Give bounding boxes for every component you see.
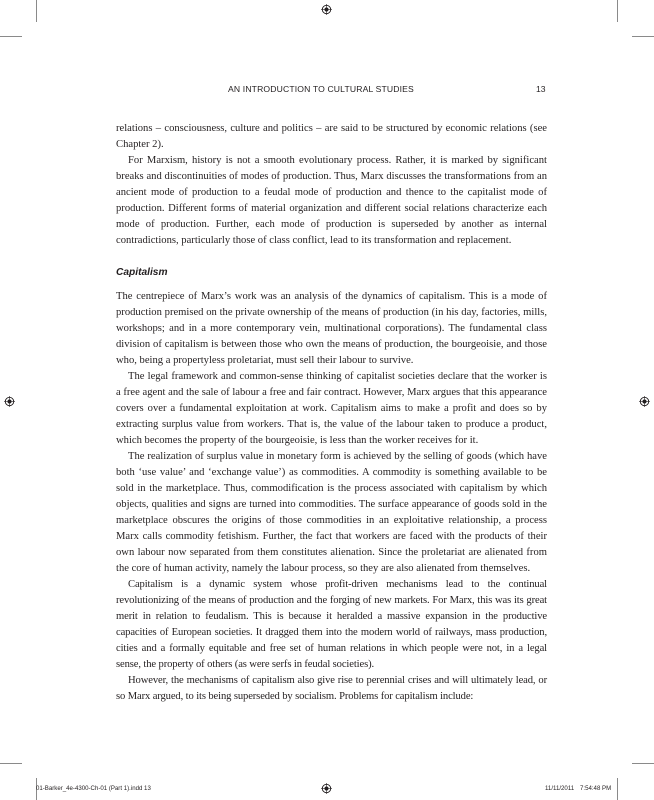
paragraph: relations – consciousness, culture and politics – are said to be structured by economic relations (see Chapter 2). bbox=[116, 123, 547, 150]
crop-mark-top-left bbox=[36, 0, 37, 22]
paragraph: The legal framework and common-sense thinking of capitalist societies declare that the worker is a free agent and the sale of labour a free and fair contract. However, Marx argues that this appearance covers over a fundamental exploitation at work. Capitalism aims to make a profit and does so by extracting surplus value from workers. That is, the value of the labour taken to produce a product, which becomes the property of the bourgeoisie, is less than the worker receives for it. bbox=[116, 371, 547, 446]
paragraph: The realization of surplus value in monetary form is achieved by the selling of goods (which have both ‘use value’ and ‘exchange value’) as commodities. A commodity is something available to be sold in the marketplace. Thus, commodification is the process associated with capitalism by which objects, qualities and signs are turned into commodities. The surface appearance of goods sold in the marketplace obscures the origins of those commodities in an exploitative relationship, a process Marx calls commodity fetishism. Further, the fact that workers are faced with the products of their own labour now separated from them constitutes alienation. Since the proletariat are alienated from the core of human activity, namely the labour process, so they are also alienated from themselves. bbox=[116, 451, 547, 574]
paragraph: For Marxism, history is not a smooth evolutionary process. Rather, it is marked by significant breaks and discontinuities of modes of production. Thus, Marx discusses the transformations from an ancient mode of production to a feudal mode of production and thence to the capitalist mode of production. Different forms of material organization and different social relations characterize each mode of production. Further, each mode of production is superseded by another as internal contradictions, particularly those of class conflict, lead to its transformation and replacement. bbox=[116, 155, 547, 246]
registration-target-icon bbox=[321, 4, 332, 15]
slug-file-name: 01-Barker_4e-4300-Ch-01 (Part 1).indd 13 bbox=[36, 785, 151, 792]
crop-mark-bottom-left-h bbox=[0, 763, 22, 764]
paragraph: The centrepiece of Marx’s work was an analysis of the dynamics of capitalism. This is a mode of production premised on the private ownership of the means of production (in his day, factories, mills, workshops; and in a more contemporary vein, multinational corporations). The fundamental class division of capitalism is between those who own the means of production, the bourgeoisie, and those who, being a propertyless proletariat, must sell their labour to survive. bbox=[116, 291, 547, 366]
crop-mark-top-left-h bbox=[0, 36, 22, 37]
body-text bbox=[116, 121, 547, 705]
registration-target-icon bbox=[321, 783, 332, 794]
page-number: 13 bbox=[536, 84, 546, 94]
slug-time: 7:54:48 PM bbox=[580, 785, 612, 792]
running-title: AN INTRODUCTION TO CULTURAL STUDIES bbox=[228, 84, 414, 94]
paragraph: Capitalism is a dynamic system whose profit-driven mechanisms lead to the continual revolutionizing of the means of production and the forging of new markets. For Marx, this was its great merit in relation to feudalism. This is because it heralded a massive expansion in the productive capacities of European societies. It dragged them into the modern world of railways, mass production, cities and a formally equitable and free set of human relations in which people were not, in a legal sense, the property of others (as were serfs in feudal societies). bbox=[116, 579, 547, 670]
paragraph: However, the mechanisms of capitalism also give rise to perennial crises and will ultimately lead, or so Marx argued, to its being superseded by socialism. Problems for capitalism include: bbox=[116, 675, 547, 702]
running-header bbox=[0, 84, 654, 100]
crop-mark-bottom-right-h bbox=[632, 763, 654, 764]
section-heading: Capitalism bbox=[116, 267, 168, 278]
registration-target-icon bbox=[4, 396, 15, 407]
crop-mark-top-right-h bbox=[632, 36, 654, 37]
crop-mark-top-right bbox=[617, 0, 618, 22]
crop-mark-bottom-right bbox=[617, 778, 618, 800]
registration-target-icon bbox=[639, 396, 650, 407]
slug-date: 11/11/2011 bbox=[545, 785, 575, 792]
